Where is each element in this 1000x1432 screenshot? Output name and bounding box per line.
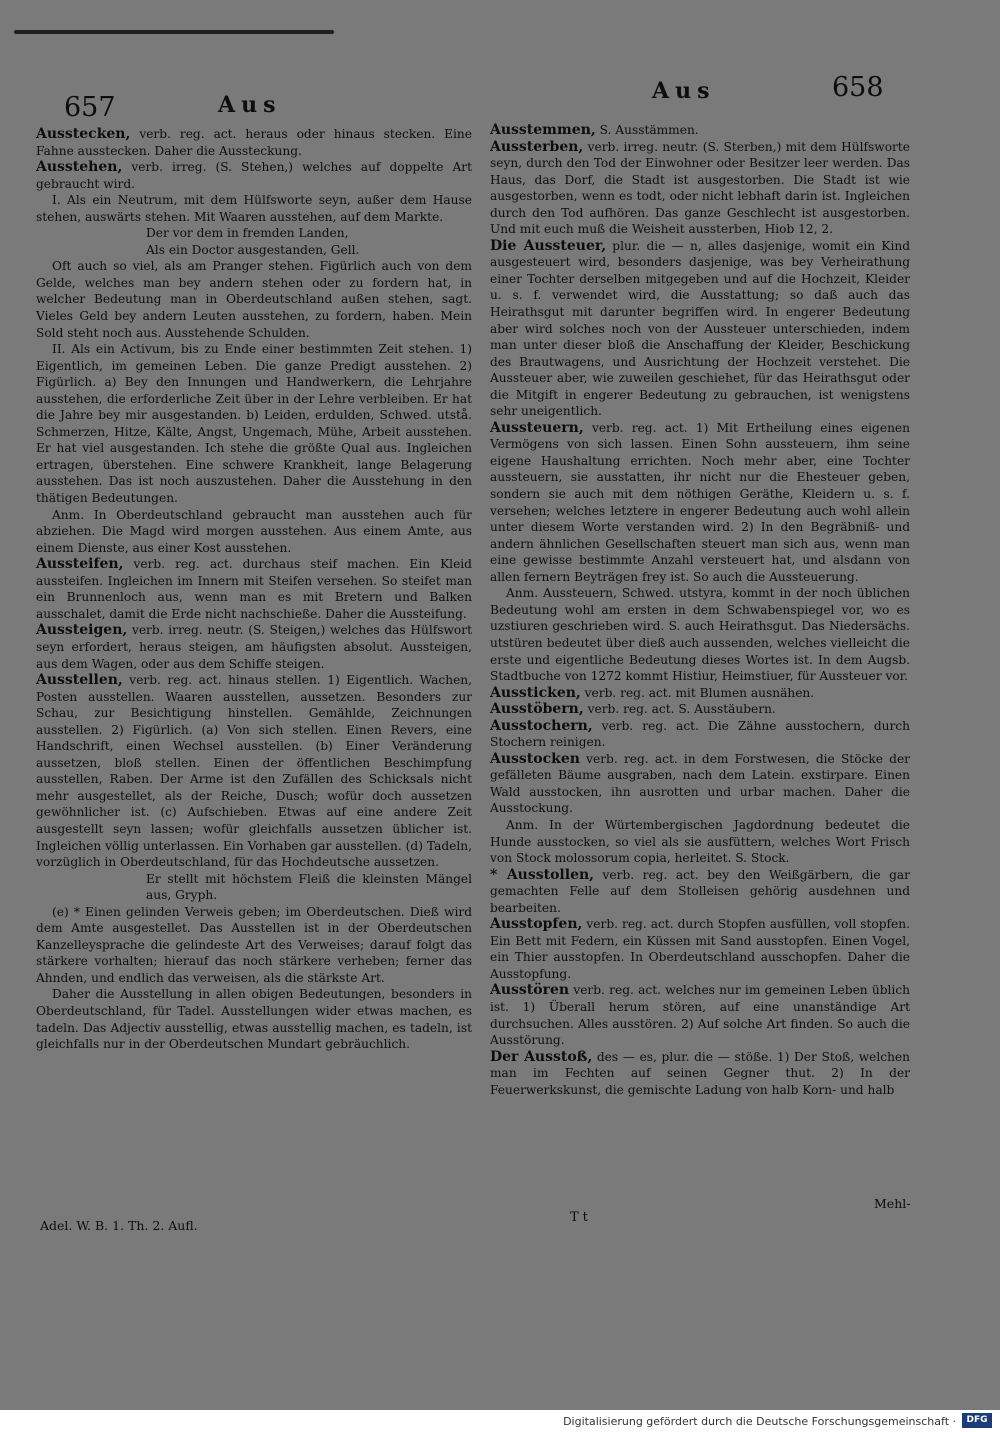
dictionary-entry xyxy=(36,556,472,622)
dictionary-entry xyxy=(490,817,910,867)
dictionary-entry xyxy=(490,867,910,917)
right-column xyxy=(490,122,910,1098)
entry-text: des — es, plur. die — stöße. 1) Der Stoß, welchen man im Fechten auf seinen Gegner thut. 2) In der Feuerwerkskunst, die gemischte Ladung von halb Korn- und halb xyxy=(490,1049,910,1097)
page-number-left: 657 xyxy=(64,92,116,123)
dictionary-entry xyxy=(490,122,910,139)
dictionary-entry xyxy=(490,238,910,420)
dictionary-entry xyxy=(36,672,472,871)
entry-text: verb. reg. act. durch Stopfen ausfüllen, voll stopfen. Ein Bett mit Federn, ein Küssen mit Sand ausstopfen. Einen Vogel, ein Thier ausstopfen. In Oberdeutschland ausschopfen. Daher die Ausstopfung. xyxy=(490,917,910,981)
dictionary-entry xyxy=(490,585,910,684)
entry-text: Oft auch so viel, als am Pranger stehen. Figürlich auch von dem Gelde, welches man bey andern stehen oder zu fordern hat, in welcher Bedeutung man in Oberdeutschland außen stehen, sagt. Vieles Geld bey andern Leuten ausstehen, zu fordern, haben. Mein Sold steht noch aus. Ausstehende Schulden. xyxy=(36,259,472,340)
dictionary-entry xyxy=(490,685,910,702)
dictionary-entry xyxy=(490,751,910,817)
dictionary-entry xyxy=(36,341,472,506)
dictionary-entry xyxy=(36,225,472,242)
dictionary-entry xyxy=(36,258,472,341)
entry-text: verb. reg. act. welches nur im gemeinen Leben üblich ist. 1) Überall herum stören, auf eine unanständige Art durchsuchen. Alles ausstören. 2) Auf solche Art finden. So auch die Ausstörung. xyxy=(490,983,910,1048)
headword: Ausstopfen, xyxy=(490,916,583,933)
headword: Aussteigen, xyxy=(36,622,128,639)
entry-text: II. Als ein Activum, bis zu Ende einer bestimmten Zeit stehen. 1) Eigentlich, im gemeinen Leben. Die ganze Predigt ausstehen. 2) Figürlich. a) Bey den Innungen und Handwerkern, die Lehrjahre ausstehen, die erforderliche Zeit über in der Lehre verbleiben. Er hat die Jahre bey mir ausgestanden. b) Leiden, erdulden, Schwed. utstå. Schmerzen, Hitze, Kälte, Angst, Ungemach, Mühe, Arbeit ausstehen. Er hat viel ausgestanden. Ich stehe die größte Qual aus. Ingleichen ertragen, überstehen. Eine schwere Krankheit, lange Belagerung ausstehen. Das ist noch auszustehen. Daher die Ausstehung in den thätigen Bedeutungen. xyxy=(36,342,472,506)
entry-text: Anm. Aussteuern, Schwed. utstyra, kommt in der noch üblichen Bedeutung wohl am ersten in dem Schwabenspiegel vor, wo es uzstiuren geschrieben wird. S. auch Heirathsgut. Das Niedersächs. utstüren bedeutet über dieß auch aussenden, welches vielleicht die erste und eigentliche Bedeutung dieses Wortes ist. In dem Augsb. Stadtbuche von 1272 kommt Histiur, Heimstiuer, für Aussteuer vor. xyxy=(490,586,910,684)
entry-text: verb. irreg. neutr. (S. Steigen,) welches das Hülfswort seyn erfordert, heraus steigen, am häufigsten absolut. Aussteigen, aus dem Wagen, oder aus dem Schiffe steigen. xyxy=(36,623,472,671)
headword: Aussteifen, xyxy=(36,556,124,573)
dictionary-entry xyxy=(36,871,472,904)
dictionary-entry xyxy=(490,1049,910,1099)
dictionary-entry xyxy=(490,982,910,1048)
signature-mark: Tt xyxy=(570,1210,592,1225)
dictionary-entry xyxy=(36,904,472,987)
entry-text: verb. reg. act. bey den Weißgärbern, die gar gemachten Felle auf dem Stolleisen gehörig ausdehnen und bearbeiten. xyxy=(490,867,910,915)
headword: Ausstehen, xyxy=(36,159,123,176)
credit-text: Digitalisierung gefördert durch die Deutsche Forschungsgemeinschaft · xyxy=(563,1415,956,1428)
catchword: Mehl- xyxy=(874,1196,911,1211)
dictionary-entry xyxy=(36,622,472,672)
headword: Aussterben, xyxy=(490,138,584,155)
dictionary-entry xyxy=(36,986,472,1052)
entry-text: (e) * Einen gelinden Verweis geben; im Oberdeutschen. Dieß wird dem Amte ausgestellet. Das Ausstellen ist in der Oberdeutschen Kanzelleysprache die gelindeste Art des Verweises; darauf folgt das stärkere vorhalten; hierauf das noch stärkere verheben; ferner das Ahnden, und endlich das verweisen, als die stärkste Art. xyxy=(36,904,472,985)
headword: Ausstochern, xyxy=(490,717,593,734)
dictionary-entry xyxy=(490,139,910,238)
dictionary-entry xyxy=(36,159,472,192)
running-head-left: Aus xyxy=(218,92,282,118)
entry-text: Anm. In der Würtembergischen Jagdordnung bedeutet die Hunde ausstocken, so viel als sie ausfüttern, welches Wort Frisch von Stock molossorum copia, herleitet. S. Stock. xyxy=(490,817,910,866)
dictionary-entry xyxy=(490,916,910,982)
dictionary-entry xyxy=(36,507,472,557)
entry-text: plur. die — n, alles dasjenige, womit ein Kind ausgesteuert wird, besonders dasjenige, was bey Verheirathung einer Tochter derselben mitgegeben und auf die Hochzeit, Kleider u. s. f. verwendet wird, die Ausstattung; so daß auch das Heirathsgut mit darunter begriffen wird. In engerer Bedeutung aber wird solches noch von der Aussteuer unterschieden, indem man unter dieser bloß die Anschaffung der Kleider, Beschickung des Brautwagens, und Ausrichtung der Hochzeit verstehet. Die Aussteuer aber, wie zuweilen geschiehet, für das Heirathsgut oder die Mitgift in engerer Bedeutung zu gebrauchen, ist wenigstens sehr uneigentlich. xyxy=(490,238,910,419)
entry-text: verb. reg. act. Die Zähne ausstochern, durch Stochern reinigen. xyxy=(490,718,910,750)
headword: Ausstellen, xyxy=(36,672,123,689)
entry-text: verb. reg. act. mit Blumen ausnähen. xyxy=(580,685,815,700)
headword: Die Aussteuer, xyxy=(490,237,607,254)
headword: Ausstöbern, xyxy=(490,701,584,718)
headword: Ausstocken xyxy=(490,750,580,767)
entry-text: verb. reg. act. 1) Mit Ertheilung eines eigenen Vermögens von sich lassen. Einen Sohn aussteuern, ihm seine eigene Haushaltung errichten. Noch mehr aber, eine Tochter aussteuern, sie ausstatten, ihr nicht nur die Ehesteuer geben, sondern sie auch mit dem nöthigen Geräthe, Kleidern u. s. f. versehen; welches letztere in engerer Bedeutung auch wohl allein unter diesem Worte verstanden wird. 2) In den Begräbniß- und andern ähnlichen Gesellschaften steuert man sich aus, wenn man eine gewisse bestimmte Anzahl versteuert hat, und alsdann von allen fernern Beyträgen frey ist. So auch die Aussteuerung. xyxy=(490,420,910,584)
entry-text: Daher die Ausstellung in allen obigen Bedeutungen, besonders in Oberdeutschland, für Tadel. Ausstellungen wider etwas machen, es tadeln. Das Adjectiv ausstellig, etwas ausstellig machen, es tadeln, ist gleichfalls nur in der Oberdeutschen Mundart gebräuchlich. xyxy=(36,987,472,1052)
dictionary-entry xyxy=(36,242,472,259)
entry-text: S. Ausstämmen. xyxy=(595,123,699,137)
entry-text: Er stellt mit höchstem Fleiß die kleinsten Mängel aus, Gryph. xyxy=(146,871,472,903)
headword: Ausstemmen, xyxy=(490,122,596,138)
dictionary-entry xyxy=(490,420,910,585)
source-note: Adel. W. B. 1. Th. 2. Aufl. xyxy=(40,1218,198,1233)
running-head-right: Aus xyxy=(652,78,716,104)
dictionary-entry xyxy=(490,718,910,751)
dictionary-entry xyxy=(490,701,910,718)
dictionary-entry xyxy=(36,192,472,225)
entry-text: verb. reg. act. in dem Forstwesen, die Stöcke der gefälleten Bäume ausgraben, nach dem Latein. exstirpare. Einen Wald ausstocken, ihn ausrotten und urbar machen. Daher die Ausstockung. xyxy=(490,751,910,816)
entry-text: verb. reg. act. S. Ausstäubern. xyxy=(583,702,776,717)
entry-text: verb. irreg. (S. Stehen,) welches auf doppelte Art gebraucht wird. xyxy=(36,160,472,191)
headword: Aussticken, xyxy=(490,684,581,701)
headword: Ausstecken, xyxy=(36,126,131,142)
headword: Der Ausstoß, xyxy=(490,1048,593,1065)
entry-text: Als ein Doctor ausgestanden, Gell. xyxy=(146,242,360,257)
entry-text: verb. reg. act. heraus oder hinaus stecken. Eine Fahne ausstecken. Daher die Aussteckung. xyxy=(36,127,472,158)
entry-text: verb. reg. act. durchaus steif machen. Ein Kleid aussteifen. Ingleichen im Innern mit Steifen versehen. So steifet man ein Brunnenloch aus, wenn man es mit Bretern und Balken ausschalet, damit die Erde nicht nachschieße. Daher die Aussteifung. xyxy=(36,557,472,621)
headword: Ausstören xyxy=(490,982,570,999)
entry-text: Anm. In Oberdeutschland gebraucht man ausstehen auch für abziehen. Die Magd wird morgen ausstehen. Aus einem Amte, aus einem Dienste, aus einer Kost ausstehen. xyxy=(36,507,472,555)
dfg-logo: DFG xyxy=(962,1413,992,1428)
headword: * Ausstollen, xyxy=(490,866,595,883)
entry-text: I. Als ein Neutrum, mit dem Hülfsworte seyn, außer dem Hause stehen, auswärts stehen. Mit Waaren ausstehen, auf dem Markte. xyxy=(36,193,472,224)
entry-text: verb. reg. act. hinaus stellen. 1) Eigentlich. Wachen, Posten ausstellen. Waaren ausstellen, aussetzen. Besonders zur Schau, zur Besichtigung hinstellen. Gemählde, Zeichnungen ausstellen. 2) Figürlich. (a) Von sich stellen. Einen Revers, eine Handschrift, einen Wechsel ausstellen. (b) Einer Veränderung aussetzen, bloß stellen. Einen der öffentlichen Beschimpfung ausstellen, Raben. Der Arme ist den Zufällen des Schicksals nicht mehr ausgestellet, als der Reiche, Dusch; wofür doch aussetzen gewöhnlicher ist. (c) Aufschieben. Etwas auf eine andere Zeit ausgestellt seyn lassen; wofür gleichfalls aussetzen üblicher ist. Ingleichen völlig unterlassen. Ein Vorhaben gar ausstellen. (d) Tadeln, vorzüglich in Oberdeutschland, für das Hochdeutsche aussetzen. xyxy=(36,673,472,870)
left-column xyxy=(36,126,472,1053)
entry-text: verb. irreg. neutr. (S. Sterben,) mit dem Hülfsworte seyn, durch den Tod der Einwohner oder Besitzer leer werden. Das Haus, das Dorf, die Stadt ist ausgestorben. Die Stadt ist wie ausgestorben, wenn es todt, oder nicht lebhaft darin ist. Ingleichen durch den Tod aufhören. Das ganze Geschlecht ist ausgestorben. Und mit euch muß die Weisheit aussterben, Hiob 12, 2. xyxy=(490,139,910,237)
dictionary-entry xyxy=(36,126,472,159)
headword: Aussteuern, xyxy=(490,419,584,436)
page-number-right: 658 xyxy=(832,72,884,103)
entry-text: Der vor dem in fremden Landen, xyxy=(146,226,349,241)
scan-artifact-line xyxy=(14,30,334,34)
